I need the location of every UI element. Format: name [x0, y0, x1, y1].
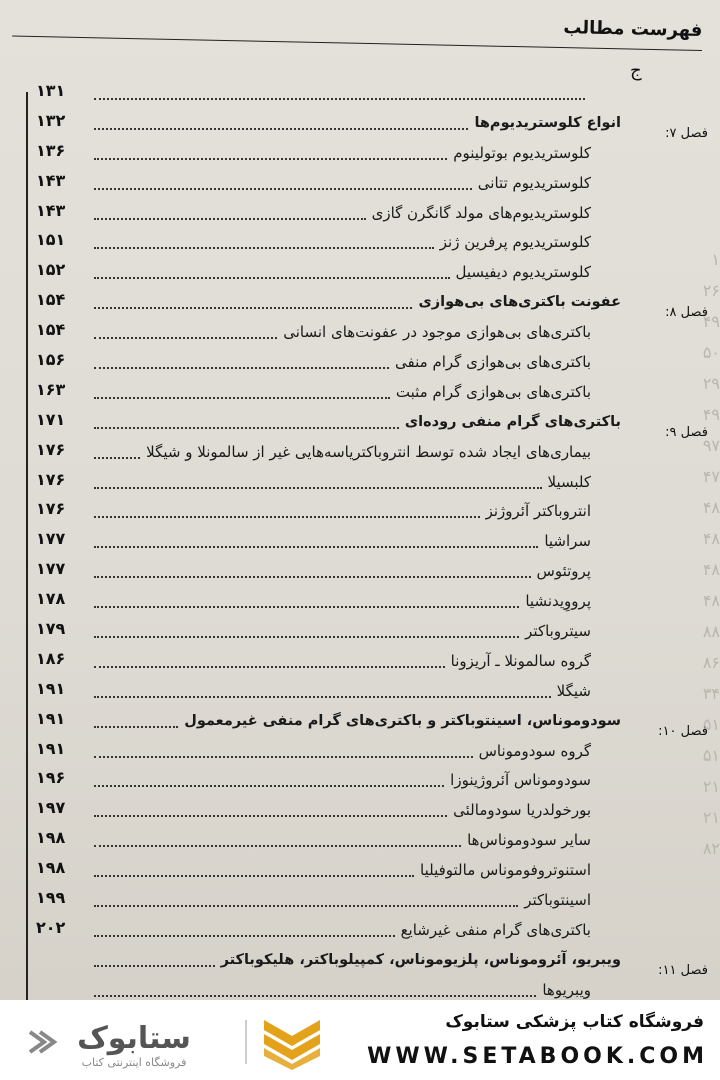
ghost-number: ۴۸	[702, 560, 720, 579]
section-entry	[94, 676, 591, 706]
page-number: ۱۹۱	[36, 678, 66, 698]
entry-title: ویبریوها	[542, 980, 591, 999]
section-entry	[94, 526, 591, 556]
dot-leader	[94, 98, 585, 100]
toc-row	[36, 496, 716, 526]
entry-title: باکتری‌های بی‌هوازی گرام منفی	[395, 352, 591, 371]
page-number: ۱۵۴	[36, 290, 66, 310]
page-number: ۱۴۳	[36, 200, 66, 220]
chapter-title-entry	[94, 945, 621, 975]
ghost-number: ۵۱	[702, 715, 720, 734]
section-entry	[94, 257, 591, 287]
page-number: ۱۹۸	[36, 828, 66, 848]
website-url[interactable]: WWW.SETABOOK.COM	[367, 1044, 708, 1069]
store-banner	[0, 1000, 720, 1080]
page-number: ۱۵۶	[36, 350, 66, 370]
page-number: ۱۷۶	[36, 469, 66, 489]
toc-row	[36, 975, 716, 1000]
ghost-number: ۴۹	[702, 312, 720, 331]
page-number: ۱۷۱	[36, 409, 66, 429]
setabook-logo	[24, 1014, 324, 1070]
dot-leader	[94, 965, 215, 967]
entry-title: کلوستریدیوم تتانی	[477, 173, 591, 192]
toc-row	[36, 795, 716, 825]
dot-leader	[94, 397, 390, 399]
toc-row	[36, 347, 716, 377]
section-entry	[94, 855, 591, 885]
dot-leader	[94, 277, 450, 279]
chapter-title-entry	[94, 108, 621, 138]
dot-leader	[94, 935, 395, 937]
toc-row	[36, 825, 716, 855]
toc-row	[36, 736, 716, 766]
toc-row	[36, 616, 716, 646]
ghost-number: ۸۸	[702, 622, 720, 641]
dot-leader	[94, 995, 536, 997]
toc-row	[36, 885, 716, 915]
section-entry	[94, 975, 591, 1000]
toc-row	[36, 765, 716, 795]
page-number: ۱۳۶	[36, 140, 66, 160]
dot-leader	[94, 726, 178, 728]
dot-leader	[94, 815, 447, 817]
ghost-number: ۴۹	[702, 405, 720, 424]
ghost-number: ۹۷	[702, 436, 720, 455]
toc-row	[36, 706, 716, 739]
section-entry	[94, 616, 591, 646]
running-header	[12, 0, 703, 51]
toc-row	[36, 138, 716, 168]
toc-row	[36, 257, 716, 287]
dot-leader	[94, 218, 366, 220]
ghost-number: ۴۸	[702, 498, 720, 517]
page-number: ۱۳۲	[36, 110, 66, 130]
dot-leader	[94, 576, 531, 578]
ghost-number: ۸۶	[702, 653, 720, 672]
entry-title: سراشیا	[544, 532, 591, 551]
section-entry	[94, 736, 591, 766]
header-title: فهرست مطالب	[563, 17, 703, 42]
page-number: ۱۸۶	[36, 648, 66, 668]
section-entry	[94, 915, 591, 945]
margin-rule	[26, 92, 28, 1000]
section-entry	[94, 496, 591, 526]
page-number: ۱۳۱	[36, 81, 66, 100]
ghost-number: ۲۶	[702, 281, 720, 300]
page-number: ۱۹۱	[36, 738, 66, 758]
entry-title: عفونت باکتری‌های بی‌هوازی	[418, 294, 621, 311]
toc-row	[36, 945, 716, 978]
dot-leader	[94, 427, 399, 429]
entry-title: سایر سودوموناس‌ها	[467, 831, 591, 850]
entry-title: بورخولدریا سودومالئی	[453, 801, 591, 820]
entry-title: باکتری‌های بی‌هوازی موجود در عفونت‌های انسانی	[283, 323, 591, 342]
chapter-title-entry	[94, 706, 621, 736]
section-entry	[94, 78, 591, 108]
toc-row	[36, 526, 716, 556]
section-entry	[94, 885, 591, 915]
ghost-number: ۴۸	[702, 591, 720, 610]
chapter-label: فصل ۹:	[665, 424, 708, 440]
entry-title: گروه سودوموناس	[478, 741, 591, 760]
entry-title: کلوستریدیوم پرفرین ژنز	[439, 233, 591, 252]
toc-row	[36, 198, 716, 228]
toc-row	[36, 377, 716, 407]
dot-leader	[94, 546, 538, 548]
logo-tagline: فروشگاه اینترنتی کتاب	[81, 1056, 187, 1069]
entry-title: کلوستریدیوم دیفیسیل	[455, 263, 591, 282]
table-of-contents	[36, 78, 716, 1000]
entry-title: کلوستریدیوم‌های مولد گانگرن گازی	[371, 203, 591, 222]
toc-row	[36, 317, 716, 347]
ghost-number: ۳۴	[702, 684, 720, 703]
toc-row	[36, 586, 716, 616]
toc-row	[36, 646, 716, 676]
page-number: ۱۷۶	[36, 499, 66, 519]
toc-row	[36, 407, 716, 440]
dot-leader	[94, 875, 414, 877]
chapter-title-entry	[94, 287, 621, 317]
page-number: ۱۷۹	[36, 619, 66, 639]
section-entry	[94, 437, 591, 467]
section-entry	[94, 586, 591, 616]
dot-leader	[94, 905, 518, 907]
chevron-logo-icon	[264, 1020, 320, 1070]
page-number: ۱۹۶	[36, 768, 66, 788]
section-entry	[94, 467, 591, 497]
ghost-number: ۲۱	[702, 808, 720, 827]
page-number: ۱۹۹	[36, 888, 66, 908]
dot-leader	[94, 516, 480, 518]
dot-leader	[94, 666, 445, 668]
entry-title: اسینتوباکتر	[524, 890, 591, 909]
chapter-label: فصل ۷:	[665, 125, 708, 141]
toc-row	[36, 78, 716, 108]
dot-leader	[94, 696, 551, 698]
entry-title: باکتری‌های بی‌هوازی گرام مثبت	[395, 382, 591, 401]
section-entry	[94, 138, 591, 168]
page-number: ۱۴۳	[36, 170, 66, 190]
entry-title: پرووِیدنشیا	[525, 592, 591, 611]
dot-leader	[94, 128, 468, 130]
page-number: ۱۷۸	[36, 589, 66, 609]
chapter-label: فصل ۸:	[665, 305, 708, 321]
dot-leader	[94, 756, 473, 758]
section-entry	[94, 795, 591, 825]
dot-leader	[94, 487, 542, 489]
section-entry	[94, 198, 591, 228]
page-letter: ج	[630, 60, 642, 81]
section-entry	[94, 556, 591, 586]
page-number: ۱۵۱	[36, 230, 66, 250]
toc-row	[36, 287, 716, 321]
ghost-number: ۴۸	[702, 529, 720, 548]
entry-title: انواع کلوستریدیوم‌ها	[474, 114, 621, 131]
chapter-label: فصل ۱۰:	[658, 723, 708, 739]
entry-title: گروه سالمونلا ـ آریزونا	[450, 651, 591, 670]
entry-title: انتروباکتر آئروژنز	[485, 502, 591, 521]
entry-title: باکتری‌های گرام منفی روده‌ای	[404, 413, 621, 430]
dot-leader	[94, 158, 447, 160]
entry-title: باکتری‌های گرام منفی غیرشایع	[400, 920, 591, 939]
ghost-number: ۸۲	[702, 839, 720, 858]
entry-title: کلوستریدیوم بوتولینوم	[453, 143, 591, 162]
dot-leader	[94, 188, 472, 190]
toc-row	[36, 168, 716, 198]
toc-row	[36, 467, 716, 497]
dot-leader	[94, 247, 434, 249]
page-number: ۱۷۶	[36, 439, 66, 459]
dot-leader	[94, 307, 412, 309]
entry-title: ویبریو، آئروموناس، پلزیوموناس، کمپیلوباکتر، هلیکوباکتر	[220, 951, 621, 968]
toc-row	[36, 227, 716, 257]
ghost-number: ۴۷	[702, 467, 720, 486]
page-number: ۱۷۷	[36, 559, 66, 579]
section-entry	[94, 377, 591, 407]
section-entry	[94, 765, 591, 795]
shop-name: فروشگاه کتاب پزشکی ستابوک	[445, 1012, 704, 1032]
section-entry	[94, 646, 591, 676]
entry-title: بیماری‌های ایجاد شده توسط انتروباکتریاسه‌هایی غیر از سالمونلا و شیگلا	[146, 442, 591, 461]
dot-leader	[94, 636, 519, 638]
entry-title: پروتئوس	[536, 562, 591, 581]
chapter-label: فصل ۱۱:	[658, 962, 708, 978]
dot-leader	[94, 606, 519, 608]
dot-leader	[94, 845, 461, 847]
dot-leader	[94, 367, 389, 369]
entry-title: سیتروباکتر	[525, 621, 591, 640]
toc-row	[36, 915, 716, 945]
page-number: ۱۷۷	[36, 529, 66, 549]
toc-row	[36, 676, 716, 706]
toc-row	[36, 437, 716, 467]
entry-title: سودوموناس آئروژینوزا	[450, 771, 591, 790]
page-number: ۱۵۲	[36, 260, 66, 280]
section-entry	[94, 227, 591, 257]
toc-row	[36, 556, 716, 586]
page-number: ۱۹۸	[36, 858, 66, 878]
section-entry	[94, 825, 591, 855]
page-number: ۲۰۲	[36, 917, 66, 937]
page-number: ۱۵۴	[36, 320, 66, 340]
logo-wordmark: ستابوک	[77, 1021, 191, 1056]
chapter-title-entry	[94, 407, 621, 437]
toc-row	[36, 855, 716, 885]
dot-leader	[94, 337, 277, 339]
page-number: ۱۶۳	[36, 379, 66, 399]
section-entry	[94, 347, 591, 377]
ghost-number: ۵۰	[702, 343, 720, 362]
ghost-number: ۲۱	[702, 777, 720, 796]
ghost-number: ۲۹	[702, 374, 720, 393]
page-number: ۱۹۷	[36, 798, 66, 818]
dot-leader	[94, 457, 140, 459]
entry-title: سودوموناس، اسینتوباکتر و باکتری‌های گرام منفی غیرمعمول	[184, 712, 621, 729]
toc-row	[36, 108, 716, 141]
entry-title: شیگلا	[556, 681, 591, 700]
section-entry	[94, 317, 591, 347]
ghost-number: ۵۱	[702, 746, 720, 765]
entry-title: کلبسیلا	[547, 472, 591, 491]
dot-leader	[94, 785, 444, 787]
page-number: ۱۹۱	[36, 708, 66, 728]
section-entry	[94, 168, 591, 198]
ghost-number: ۱	[711, 250, 720, 269]
entry-title: استنوتروفوموناس مالتوفیلیا	[420, 861, 591, 880]
